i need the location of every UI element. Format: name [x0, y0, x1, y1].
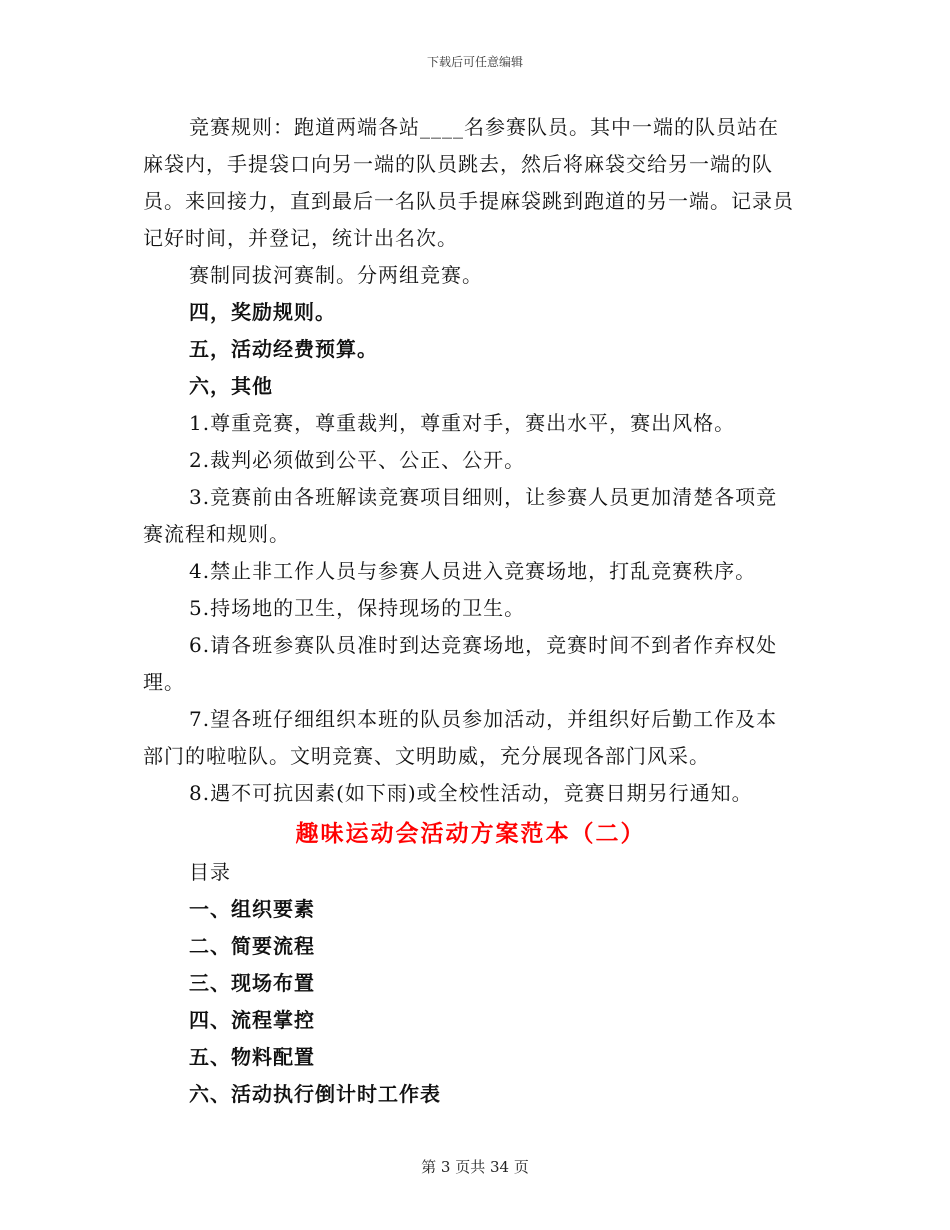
heading-other: 六，其他 [189, 374, 273, 398]
list-item: 1.尊重竞赛，尊重裁判，尊重对手，赛出水平，赛出风格。 [189, 411, 736, 435]
toc-label: 目录 [189, 860, 231, 884]
format-paragraph: 赛制同拔河赛制。分两组竞赛。 [189, 263, 483, 287]
heading-budget: 五，活动经费预算。 [189, 337, 378, 361]
page-header: 下载后可任意编辑 [426, 55, 523, 69]
heading-rewards: 四，奖励规则。 [189, 300, 336, 324]
toc-item: 四、流程掌控 [189, 1008, 315, 1032]
list-item: 6.请各班参赛队员准时到达竞赛场地，竞赛时间不到者作弃权处理。 [143, 633, 778, 694]
toc-item: 六、活动执行倒计时工作表 [189, 1082, 441, 1106]
toc-item: 五、物料配置 [189, 1045, 315, 1069]
list-item: 8.遇不可抗因素(如下雨)或全校性活动，竞赛日期另行通知。 [189, 781, 753, 805]
section-title: 趣味运动会活动方案范本（二） [295, 820, 646, 847]
toc-item: 三、现场布置 [189, 971, 315, 995]
list-item: 5.持场地的卫生，保持现场的卫生。 [189, 596, 526, 620]
list-item: 2.裁判必须做到公平、公正、公开。 [189, 448, 526, 472]
page-footer: 第 3 页共 34 页 [421, 1158, 529, 1176]
toc-item: 一、组织要素 [189, 897, 315, 921]
list-item: 3.竞赛前由各班解读竞赛项目细则，让参赛人员更加清楚各项竞赛流程和规则。 [143, 485, 778, 546]
list-item: 4.禁止非工作人员与参赛人员进入竞赛场地，打乱竞赛秩序。 [189, 559, 757, 583]
document-body [143, 109, 798, 1113]
list-item: 7.望各班仔细组织本班的队员参加活动，并组织好后勤工作及本部门的啦啦队。文明竞赛、文明助威，充分展现各部门风采。 [143, 707, 778, 768]
toc-item: 二、简要流程 [189, 934, 315, 958]
rules-paragraph: 竞赛规则：跑道两端各站____名参赛队员。其中一端的队员站在麻袋内，手提袋口向另一端的队员跳去，然后将麻袋交给另一端的队员。来回接力，直到最后一名队员手提麻袋跳到跑道的另一端。记录员记好时间，并登记，统计出名次。 [143, 115, 794, 250]
